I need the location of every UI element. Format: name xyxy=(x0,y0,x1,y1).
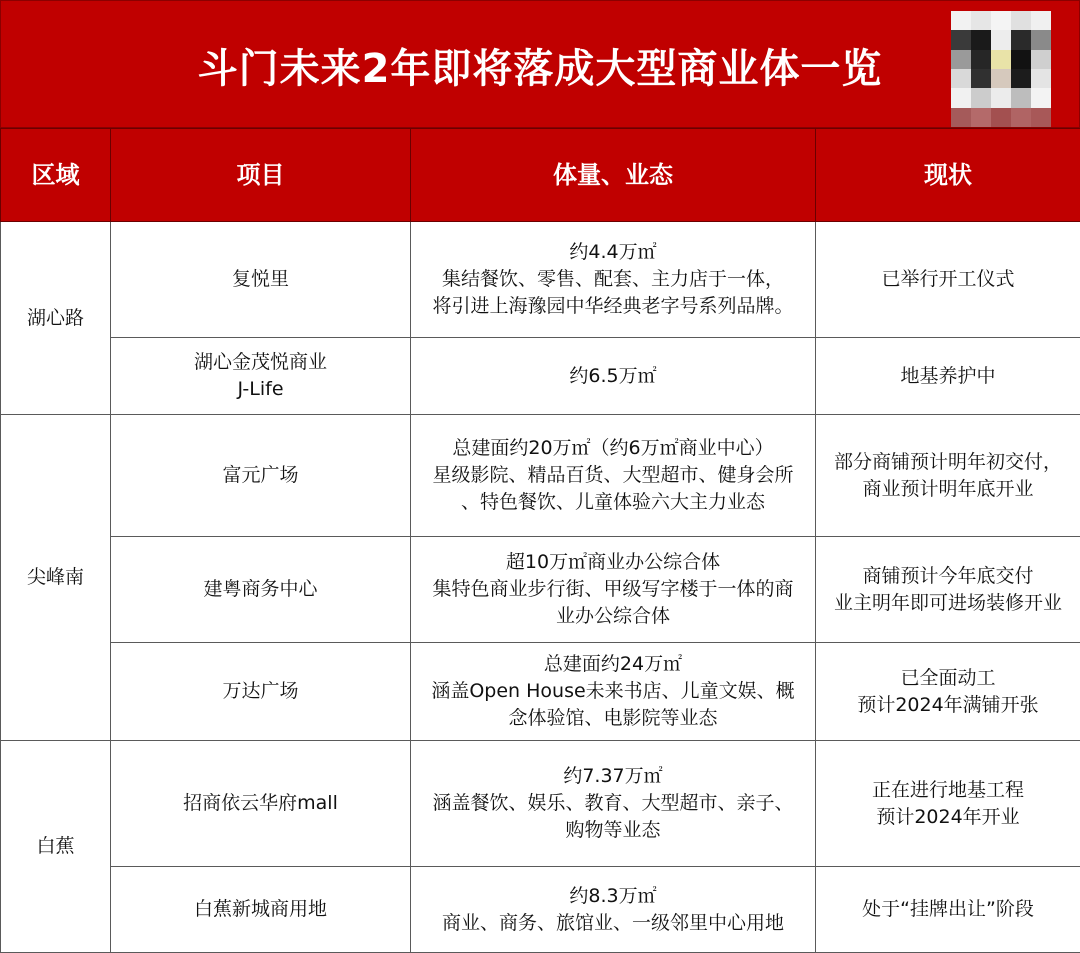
scale-cell: 总建面约24万㎡ 涵盖Open House未来书店、儿童文娱、概 念体验馆、电影院等业态 xyxy=(411,643,816,741)
project-cell: 复悦里 xyxy=(111,222,411,338)
project-cell: 湖心金茂悦商业 J-Life xyxy=(111,338,411,415)
title-banner xyxy=(0,0,1080,128)
project-cell: 富元广场 xyxy=(111,415,411,537)
scale-cell: 约6.5万㎡ xyxy=(411,338,816,415)
project-cell: 白蕉新城商用地 xyxy=(111,867,411,953)
status-cell: 部分商铺预计明年初交付， 商业预计明年底开业 xyxy=(816,415,1080,537)
status-cell: 已举行开工仪式 xyxy=(816,222,1080,338)
scale-cell: 约8.3万㎡ 商业、商务、旅馆业、一级邻里中心用地 xyxy=(411,867,816,953)
qr-code-image xyxy=(951,11,1051,127)
commercial-projects-table xyxy=(0,128,1080,953)
status-cell: 已全面动工 预计2024年满铺开张 xyxy=(816,643,1080,741)
scale-cell: 超10万㎡商业办公综合体 集特色商业步行街、甲级写字楼于一体的商 业办公综合体 xyxy=(411,537,816,643)
table-header-row xyxy=(1,129,1080,222)
table-row xyxy=(1,537,1080,643)
table-row xyxy=(1,643,1080,741)
header-scale-format: 体量、业态 xyxy=(411,129,816,222)
status-cell: 处于“挂牌出让”阶段 xyxy=(816,867,1080,953)
header-region: 区域 xyxy=(1,129,111,222)
scale-cell: 约4.4万㎡ 集结餐饮、零售、配套、主力店于一体， 将引进上海豫园中华经典老字号系列品牌。 xyxy=(411,222,816,338)
table-row xyxy=(1,222,1080,338)
project-cell: 招商依云华府mall xyxy=(111,741,411,867)
status-cell: 地基养护中 xyxy=(816,338,1080,415)
status-cell: 正在进行地基工程 预计2024年开业 xyxy=(816,741,1080,867)
region-cell-baijiao: 白蕉 xyxy=(1,741,111,953)
table-row xyxy=(1,338,1080,415)
project-cell: 万达广场 xyxy=(111,643,411,741)
scale-cell: 总建面约20万㎡（约6万㎡商业中心） 星级影院、精品百货、大型超市、健身会所 、特色餐饮、儿童体验六大主力业态 xyxy=(411,415,816,537)
region-cell-jianfengnan: 尖峰南 xyxy=(1,415,111,741)
header-project: 项目 xyxy=(111,129,411,222)
region-cell-huxinlu: 湖心路 xyxy=(1,222,111,415)
header-status: 现状 xyxy=(816,129,1080,222)
table-row xyxy=(1,415,1080,537)
table-row xyxy=(1,867,1080,953)
page-title: 斗门未来2年即将落成大型商业体一览 xyxy=(197,45,883,92)
table-row xyxy=(1,741,1080,867)
status-cell: 商铺预计今年底交付 业主明年即可进场装修开业 xyxy=(816,537,1080,643)
scale-cell: 约7.37万㎡ 涵盖餐饮、娱乐、教育、大型超市、亲子、 购物等业态 xyxy=(411,741,816,867)
project-cell: 建粤商务中心 xyxy=(111,537,411,643)
